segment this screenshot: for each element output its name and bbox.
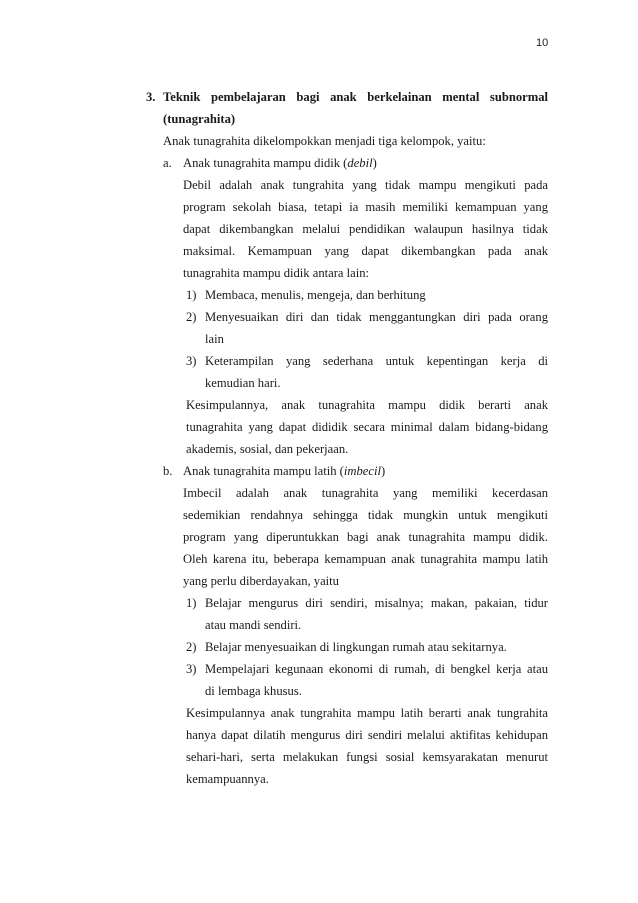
list-item: Mempelajari kegunaan ekonomi di rumah, di bengkel kerja atau xyxy=(205,662,548,676)
list-item-continued: kemudian hari. xyxy=(205,376,281,390)
list-item: Belajar menyesuaikan di lingkungan rumah atau sekitarnya. xyxy=(205,640,507,654)
conclusion-line: sehari-hari, serta melakukan fungsi sosial kemsyarakatan menurut xyxy=(186,750,548,764)
conclusion-line: Kesimpulannya anak tungrahita mampu latih berarti anak tungrahita xyxy=(186,706,548,720)
paragraph-line: program sekolah biasa, tetapi ia masih memiliki kemampuan yang xyxy=(183,200,548,214)
list-item: Menyesuaikan diri dan tidak menggantungkan diri pada orang xyxy=(205,310,548,324)
subsection-b-marker: b. xyxy=(163,464,173,478)
paragraph-line: Imbecil adalah anak tunagrahita yang memiliki kecerdasan xyxy=(183,486,548,500)
conclusion-line: tunagrahita yang dapat dididik secara minimal dalam bidang-bidang xyxy=(186,420,548,434)
list-item: Keterampilan yang sederhana untuk kepentingan kerja di xyxy=(205,354,548,368)
list-item-number: 1) xyxy=(186,596,197,610)
list-item: Membaca, menulis, mengeja, dan berhitung xyxy=(205,288,426,302)
list-item-number: 3) xyxy=(186,662,197,676)
subsection-b-heading: Anak tunagrahita mampu latih (imbecil) xyxy=(183,464,386,478)
section-number: 3. xyxy=(146,90,156,104)
paragraph-line: tunagrahita mampu didik antara lain: xyxy=(183,266,370,280)
list-item-number: 1) xyxy=(186,288,197,302)
section-intro: Anak tunagrahita dikelompokkan menjadi tiga kelompok, yaitu: xyxy=(163,134,486,148)
section-title-continued: (tunagrahita) xyxy=(163,112,236,126)
list-item-continued: atau mandi sendiri. xyxy=(205,618,302,632)
list-item: Belajar mengurus diri sendiri, misalnya; makan, pakaian, tidur xyxy=(205,596,548,610)
list-item-number: 2) xyxy=(186,640,197,654)
conclusion-line: hanya dapat dilatih mengurus diri sendiri melalui aktifitas kehidupan xyxy=(186,728,548,742)
list-item-continued: lain xyxy=(205,332,224,346)
paragraph-line: sedemikian rendahnya sehingga tidak mungkin untuk mengikuti xyxy=(183,508,548,522)
subsection-a-heading: Anak tunagrahita mampu didik (debil) xyxy=(183,156,377,170)
paragraph-line: yang perlu diberdayakan, yaitu xyxy=(183,574,339,588)
paragraph-line: program yang diperuntukkan bagi anak tunagrahita mampu didik. xyxy=(183,530,548,544)
list-item-number: 3) xyxy=(186,354,197,368)
paragraph-line: maksimal. Kemampuan yang dapat dikembangkan pada anak xyxy=(183,244,548,258)
paragraph-line: dapat dikembangkan melalui pendidikan walaupun hasilnya tidak xyxy=(183,222,548,236)
list-item-continued: di lembaga khusus. xyxy=(205,684,302,698)
list-item-number: 2) xyxy=(186,310,197,324)
paragraph-line: Debil adalah anak tungrahita yang tidak mampu mengikuti pada xyxy=(183,178,548,192)
conclusion-line: Kesimpulannya, anak tunagrahita mampu didik berarti anak xyxy=(186,398,548,412)
subsection-a-marker: a. xyxy=(163,156,172,170)
conclusion-line: kemampuannya. xyxy=(186,772,269,786)
paragraph-line: Oleh karena itu, beberapa kemampuan anak tunagrahita mampu latih xyxy=(183,552,548,566)
conclusion-line: akademis, sosial, dan pekerjaan. xyxy=(186,442,349,456)
section-title: Teknik pembelajaran bagi anak berkelainan mental subnormal xyxy=(163,90,548,104)
page-number: 10 xyxy=(536,37,549,49)
